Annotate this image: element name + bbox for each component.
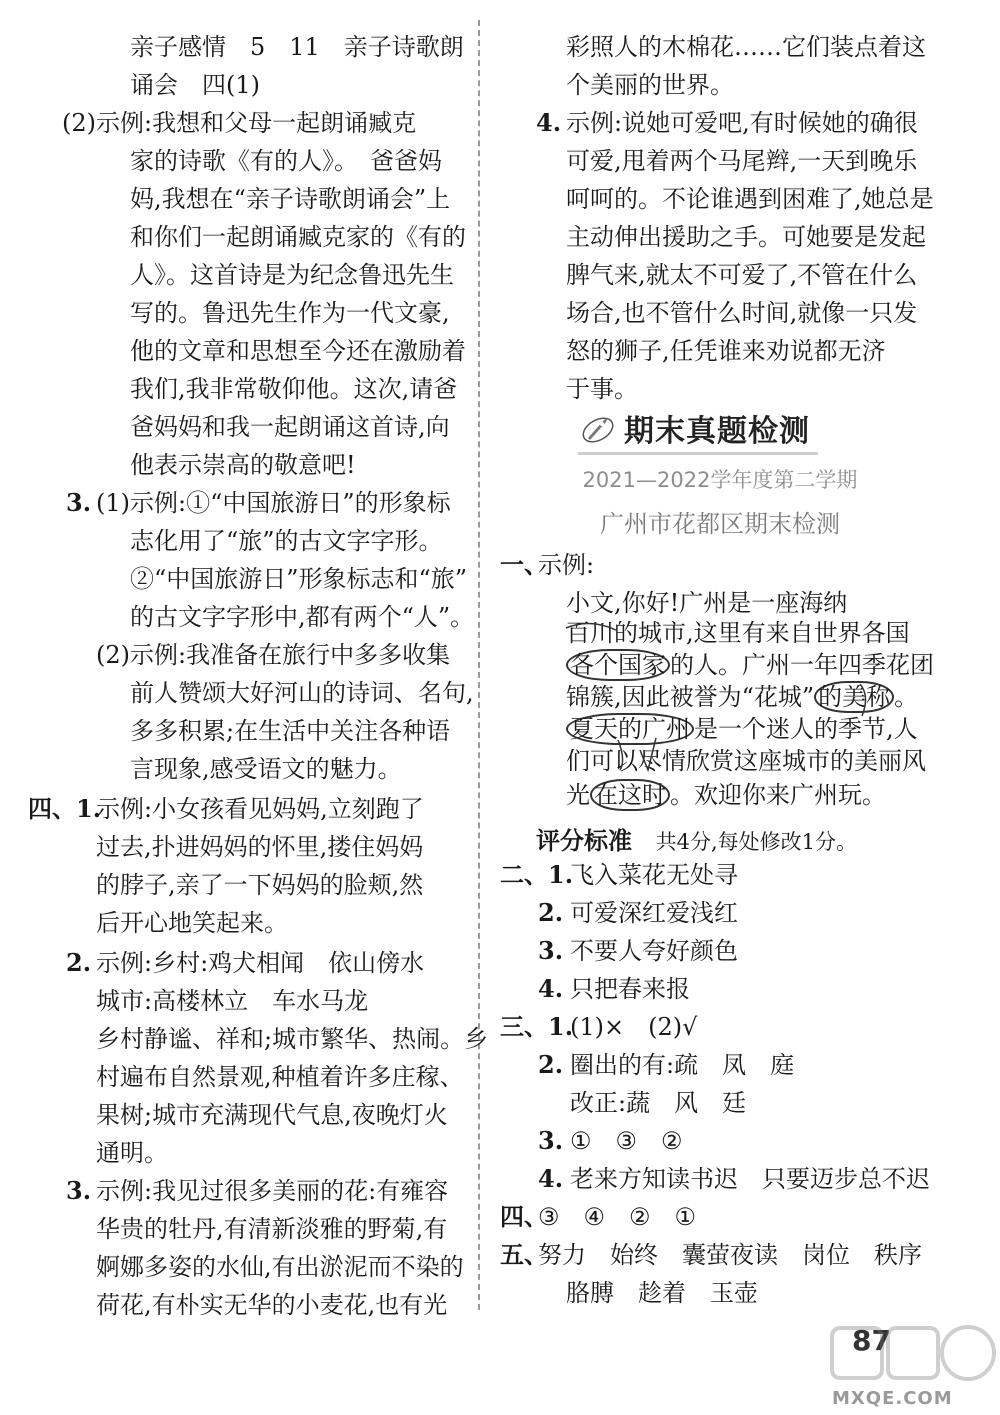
watermark-text: MXQE.COM [832, 1388, 953, 1409]
item-number: 3. [538, 1126, 564, 1155]
text-line: 城市:高楼林立 车水马龙 [96, 987, 369, 1015]
text-line: 亲子感情 5 11 亲子诗歌朗 [130, 33, 464, 61]
text-line: 家的诗歌《有的人》。 爸爸妈 [130, 147, 442, 175]
correction-circle: 的美称 [814, 681, 894, 713]
text-line: 示例:乡村:鸡犬相闻 依山傍水 [96, 949, 425, 977]
text-line: 爸妈妈和我一起朗诵这首诗,向 [130, 413, 450, 441]
text-line: 人》。这首诗是为纪念鲁迅先生 [130, 261, 454, 289]
text-line: (2)示例:我准备在旅行中多多收集 [96, 641, 451, 669]
text-line: 和你们一起朗诵臧克家的《有的 [130, 223, 466, 251]
text-line: 志化用了“旅”的古文字字形。 [130, 527, 443, 555]
text-line: 妈,我想在“亲子诗歌朗诵会”上 [130, 185, 451, 213]
text-line: 通明。 [96, 1139, 168, 1167]
text-line: ① ③ ② [570, 1127, 683, 1155]
text-line: 主动伸出援助之手。可她要是发起 [566, 223, 926, 251]
text-line: ③ ④ ② ① [538, 1203, 697, 1231]
section-number: 五、 [500, 1240, 548, 1269]
exam-title: 广州市花都区期末检测 [600, 510, 840, 538]
text-line: 多多积累;在生活中关注各种语 [130, 717, 451, 745]
text-line: (2)示例:我想和父母一起朗诵臧克 [62, 109, 417, 137]
text-fragment: 光 [566, 781, 590, 809]
text-fragment: 锦簇,因此被誉为“花城” [566, 683, 815, 711]
section-banner [578, 406, 828, 450]
scoring-label: 评分标准 [536, 826, 632, 855]
text-fragment: 的人。广州一年四季花团 [670, 651, 934, 679]
item-number: 2. [66, 948, 92, 977]
text-line: 果树;城市充满现代气息,夜晚灯火 [96, 1101, 448, 1129]
text-line: 不要人夸好颜色 [570, 937, 738, 965]
text-line: 前人赞颂大好河山的诗词、名句, [130, 679, 474, 707]
section-number: 二、1. [500, 860, 574, 889]
section-number: 三、1. [500, 1012, 574, 1041]
text-line: 他的文章和思想至今还在激励着 [130, 337, 466, 365]
text-line: 们可以尽情欣赏这座城市的美丽风 [566, 747, 926, 775]
text-line: 可爱深红爱浅红 [570, 899, 738, 927]
text-line: 胳膊 趁着 玉壶 [566, 1279, 758, 1307]
text-line: 村遍布自然景观,种植着许多庄稼、 [96, 1063, 464, 1091]
text-line: 过去,扑进妈妈的怀里,搂住妈妈 [96, 833, 424, 861]
text-line: 场合,也不管什么时间,就像一只发 [566, 299, 918, 327]
text-line: 彩照人的木棉花……它们装点着这 [566, 33, 926, 61]
text-line: 怒的狮子,任凭谁来劝说都无济 [566, 337, 886, 365]
scoring-row [536, 822, 857, 860]
text-line: 的脖子,亲了一下妈妈的脸颊,然 [96, 871, 424, 899]
text-line: 示例:小女孩看见妈妈,立刻跑了 [96, 795, 424, 823]
section-number: 四、 [500, 1202, 548, 1231]
item-number: 4. [538, 974, 564, 1003]
text-line: 写的。鲁迅先生作为一代文豪, [130, 299, 450, 327]
text-line: (1)× (2)√ [570, 1013, 698, 1041]
rocket-icon [578, 408, 618, 448]
column-divider [478, 20, 480, 1310]
text-line: 的古文字字形中,都有两个“人”。 [130, 603, 475, 631]
text-line: 只把春来报 [570, 975, 690, 1003]
banner-underline [578, 452, 818, 455]
text-line: 后开心地笑起来。 [96, 909, 288, 937]
text-line: 可爱,甩着两个马尾辫,一天到晚乐 [566, 147, 918, 175]
item-number: 3. [66, 488, 92, 517]
text-line: 我们,我非常敬仰他。这次,请爸 [130, 375, 458, 403]
text-fragment: 是一个迷人的季节,人 [694, 715, 918, 743]
handwritten-marks [560, 620, 880, 820]
text-line: (1)示例:①“中国旅游日”的形象标 [96, 489, 451, 517]
text-fragment: 。 [894, 683, 919, 711]
correction-circle: 在这时 [590, 779, 670, 811]
text-line: 圈出的有:疏 凤 庭 [570, 1051, 795, 1079]
text-fragment: 。欢迎你来广州玩。 [670, 781, 886, 809]
text-line: 荷花,有朴实无华的小麦花,也有光 [96, 1291, 448, 1319]
text-line: 示例:我见过很多美丽的花:有雍容 [96, 1177, 449, 1205]
text-line: 脾气来,就太不可爱了,不管在什么 [566, 261, 918, 289]
text-line: 百川的城市,这里有来自世界各国 [566, 619, 910, 647]
text-line: 努力 始终 囊萤夜读 岗位 秩序 [538, 1241, 922, 1269]
page-number: 87 [852, 1324, 891, 1357]
correction-circle: 各个国家 [566, 649, 670, 681]
section-number: 一、 [500, 550, 548, 579]
item-number: 3. [66, 1176, 92, 1205]
text-line: 乡村静谧、祥和;城市繁华、热闹。乡 [96, 1025, 489, 1053]
text-line: 老来方知读书迟 只要迈步总不迟 [570, 1165, 930, 1193]
banner-title: 期末真题检测 [624, 414, 810, 449]
text-line: 于事。 [566, 375, 638, 403]
text-line: 呵呵的。不论谁遇到困难了,她总是 [566, 185, 934, 213]
text-fragment: 小文,你好!广州是一座海纳 [566, 589, 848, 617]
item-number: 4. [536, 108, 562, 137]
text-line: ②“中国旅游日”形象标志和“旅” [130, 565, 468, 593]
text-line: 飞入菜花无处寻 [570, 861, 738, 889]
item-number: 2. [538, 1050, 564, 1079]
text-line: 婀娜多姿的水仙,有出淤泥而不染的 [96, 1253, 464, 1281]
text-line: 个美丽的世界。 [566, 71, 734, 99]
text-line: 华贵的牡丹,有清新淡雅的野菊,有 [96, 1215, 448, 1243]
text-line: 示例: [538, 551, 595, 579]
section-number: 四、1. [28, 794, 102, 823]
item-number: 3. [538, 936, 564, 965]
text-line: 言现象,感受语文的魅力。 [130, 755, 402, 783]
text-line: 他表示崇高的敬意吧! [130, 451, 356, 479]
correction-circle: 夏天的广州 [566, 713, 694, 745]
exam-year: 2021—2022学年度第二学期 [582, 468, 858, 492]
text-line: 示例:说她可爱吧,有时候她的确很 [566, 109, 918, 137]
text-line: 诵会 四(1) [130, 71, 260, 99]
text-line: 改正:蔬 风 廷 [570, 1089, 747, 1117]
scoring-text: 共4分,每处修改1分。 [655, 830, 858, 854]
item-number: 4. [538, 1164, 564, 1193]
item-number: 2. [538, 898, 564, 927]
